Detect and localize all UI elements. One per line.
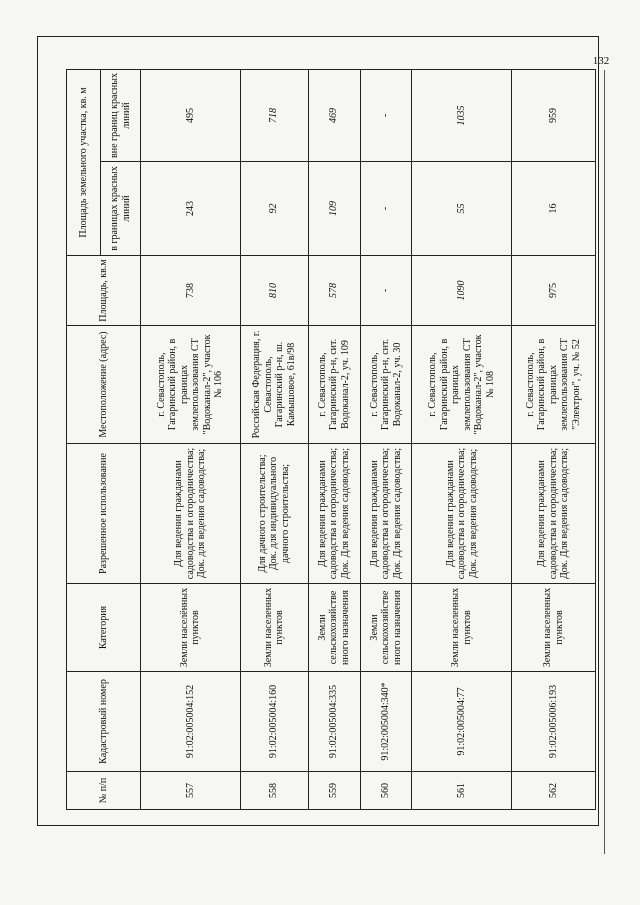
area: - [360, 256, 412, 326]
area: 578 [308, 256, 360, 326]
area-outside-red-lines: - [360, 70, 412, 162]
permitted-use: Для ведения гражданами садоводства и огородничества; Док. Для ведения садоводства; [360, 444, 412, 584]
table-header [67, 70, 141, 810]
cadastral-number: 91:02:005004:77 [412, 672, 512, 772]
area-within-red-lines: 55 [412, 162, 512, 256]
table-body [141, 70, 596, 810]
cadastral-number: 91:02:005006:193 [512, 672, 596, 772]
land-plots-table [66, 69, 596, 810]
margin-rule [604, 70, 605, 854]
category: Земли населенных пунктов [240, 584, 308, 672]
area-outside-red-lines: 718 [240, 70, 308, 162]
table-row [141, 70, 241, 810]
area-within-red-lines: 92 [240, 162, 308, 256]
row-num: 559 [308, 772, 360, 810]
table-row [240, 70, 308, 810]
header-outside-red-lines: вне границ красных линий [101, 70, 141, 162]
category: Земли населенных пунктов [412, 584, 512, 672]
area: 738 [141, 256, 241, 326]
area-outside-red-lines: 1035 [412, 70, 512, 162]
location-address: г. Севастополь, Гагаринский район, в границах землепользования СТ "Водоканал-2", участок № 106 [141, 326, 241, 444]
cadastral-number: 91:02:005004:152 [141, 672, 241, 772]
location-address: г. Севастополь, Гагаринский р-н, сит. Водоканал-2, уч. 109 [308, 326, 360, 444]
location-address: г. Севастополь, Гагаринский район, в границах землепользования СТ "Электрон", уч. № 52 [512, 326, 596, 444]
area: 1090 [412, 256, 512, 326]
header-cadastral: Кадастровый номер [67, 672, 141, 772]
category: Земли сельскохозяйстве нного назначения [308, 584, 360, 672]
permitted-use: Для ведения гражданами садоводства и огородничества; Док. для ведения садоводства; [412, 444, 512, 584]
cadastral-number: 91:02:005004:335 [308, 672, 360, 772]
cadastral-number: 91:02:005004:340* [360, 672, 412, 772]
category: Земли населенных пунктов [512, 584, 596, 672]
category: Земли населённых пунктов [141, 584, 241, 672]
location-address: г. Севастополь, Гагаринский район, в границах землепользования СТ "Водоканал-2", участок № 108 [412, 326, 512, 444]
location-address: Российская Федерация, г. Севастополь, Гагаринский р-н, ш. Камышовое, 61в/98 [240, 326, 308, 444]
area-outside-red-lines: 495 [141, 70, 241, 162]
area-within-red-lines: 109 [308, 162, 360, 256]
table-row [360, 70, 412, 810]
table-row [308, 70, 360, 810]
header-use: Разрешенное использование [67, 444, 141, 584]
header-location: Местоположение (адрес) [67, 326, 141, 444]
table-row [512, 70, 596, 810]
row-num: 562 [512, 772, 596, 810]
area-within-red-lines: 243 [141, 162, 241, 256]
header-area: Площадь, кв.м [67, 256, 141, 326]
area: 810 [240, 256, 308, 326]
area-within-red-lines: 16 [512, 162, 596, 256]
area-outside-red-lines: 959 [512, 70, 596, 162]
area-outside-red-lines: 469 [308, 70, 360, 162]
row-num: 558 [240, 772, 308, 810]
header-category: Категория [67, 584, 141, 672]
area-within-red-lines: - [360, 162, 412, 256]
permitted-use: Для дачного строительства; Док. для индивидуального дачного строительства; [240, 444, 308, 584]
header-num: № п/п [67, 772, 141, 810]
table-row [412, 70, 512, 810]
category: Земли сельскохозяйстве нного назначения [360, 584, 412, 672]
permitted-use: Для ведения гражданами садоводства и огородничества; Док. Для ведения садоводства; [512, 444, 596, 584]
permitted-use: Для ведения гражданами садоводства и огородничества; Док. Для ведения садоводства; [308, 444, 360, 584]
header-plot-area: Площадь земельного участка, кв. м [67, 70, 101, 256]
row-num: 560 [360, 772, 412, 810]
area: 975 [512, 256, 596, 326]
page-number: 132 [592, 55, 610, 67]
cadastral-number: 91:02:005004:160 [240, 672, 308, 772]
header-within-red-lines: в границах красных линий [101, 162, 141, 256]
location-address: г. Севастополь, Гагаринский р-н, снт. Водоканал-2, уч. 30 [360, 326, 412, 444]
row-num: 557 [141, 772, 241, 810]
row-num: 561 [412, 772, 512, 810]
permitted-use: Для ведения гражданами садоводства и огородничества; Док. для ведения садоводства; [141, 444, 241, 584]
rotated-table-wrapper [66, 70, 596, 810]
